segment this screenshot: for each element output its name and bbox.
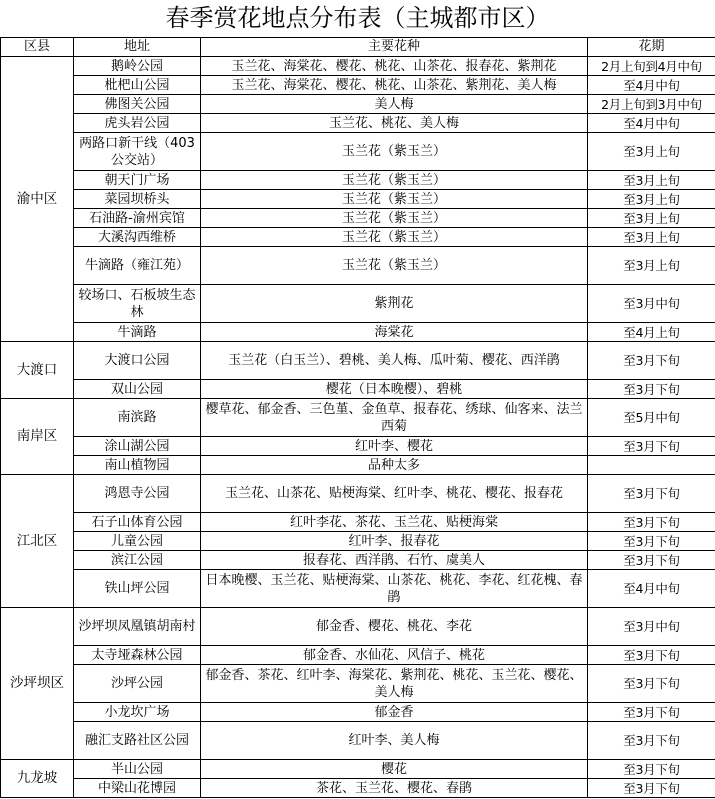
table-row	[1, 76, 715, 95]
flowers-cell: 玉兰花、桃花、美人梅	[201, 114, 588, 133]
period-cell: 至4月中旬	[588, 114, 715, 133]
period-cell: 至3月下旬	[588, 513, 715, 532]
period-cell: 至4月中旬	[588, 76, 715, 95]
period-cell: 至3月下旬	[588, 532, 715, 551]
flowers-cell: 玉兰花、海棠花、樱花、桃花、山茶花、报春花、紫荆花	[201, 57, 588, 76]
header-district: 区县	[1, 38, 74, 57]
flowers-cell: 报春花、西洋鹃、石竹、虞美人	[201, 551, 588, 570]
table-row	[1, 551, 715, 570]
flowers-cell: 茶花、玉兰花、樱花、春鹃	[201, 779, 588, 798]
address-cell: 佛图关公园	[74, 95, 201, 114]
address-cell: 牛滴路	[74, 323, 201, 342]
flowers-cell: 樱花	[201, 760, 588, 779]
period-cell: 至3月上旬	[588, 228, 715, 247]
flower-table	[0, 37, 715, 798]
address-cell: 枇杷山公园	[74, 76, 201, 95]
address-cell: 半山公园	[74, 760, 201, 779]
flowers-cell: 郁金香	[201, 703, 588, 722]
period-cell: 2月上旬到3月中旬	[588, 95, 715, 114]
table-row	[1, 456, 715, 475]
table-row	[1, 703, 715, 722]
table-row	[1, 209, 715, 228]
table-row	[1, 171, 715, 190]
table-row	[1, 570, 715, 608]
header-period: 花期	[588, 38, 715, 57]
address-cell: 大渡口公园	[74, 342, 201, 380]
period-cell: 2月上旬到4月中旬	[588, 57, 715, 76]
table-row	[1, 475, 715, 513]
table-row	[1, 247, 715, 285]
table-row	[1, 228, 715, 247]
flowers-cell: 玉兰花（紫玉兰）	[201, 228, 588, 247]
table-row	[1, 323, 715, 342]
address-cell: 两路口新干线（403公交站）	[74, 133, 201, 171]
period-cell: 至3月下旬	[588, 722, 715, 760]
table-row	[1, 114, 715, 133]
flowers-cell: 郁金香、樱花、桃花、李花	[201, 608, 588, 646]
period-cell: 至3月上旬	[588, 133, 715, 171]
table-row	[1, 665, 715, 703]
flowers-cell: 樱花（日本晚樱）、碧桃	[201, 380, 588, 399]
flowers-cell: 品种太多	[201, 456, 588, 475]
table-row	[1, 57, 715, 76]
flowers-cell: 红叶李、报春花	[201, 532, 588, 551]
district-cell: 江北区	[1, 475, 74, 608]
table-body	[1, 57, 715, 798]
address-cell: 虎头岩公园	[74, 114, 201, 133]
table-row	[1, 380, 715, 399]
flowers-cell: 日本晚樱、玉兰花、贴梗海棠、山茶花、桃花、李花、红花槐、春鹃	[201, 570, 588, 608]
flowers-cell: 玉兰花、海棠花、樱花、桃花、山茶花、紫荆花、美人梅	[201, 76, 588, 95]
flowers-cell: 玉兰花（紫玉兰）	[201, 190, 588, 209]
flowers-cell: 玉兰花（紫玉兰）	[201, 133, 588, 171]
flowers-cell: 玉兰花（紫玉兰）	[201, 171, 588, 190]
table-row	[1, 779, 715, 798]
period-cell: 至4月中旬	[588, 570, 715, 608]
district-cell: 渝中区	[1, 57, 74, 342]
flowers-cell: 郁金香、水仙花、风信子、桃花	[201, 646, 588, 665]
period-cell: 至5月中旬	[588, 399, 715, 437]
page-title: 春季赏花地点分布表（主城都市区）	[165, 4, 550, 32]
period-cell: 至3月下旬	[588, 342, 715, 380]
address-cell: 鸿恩寺公园	[74, 475, 201, 513]
address-cell: 菜园坝桥头	[74, 190, 201, 209]
address-cell: 鹅岭公园	[74, 57, 201, 76]
table-row	[1, 190, 715, 209]
flowers-cell: 紫荆花	[201, 285, 588, 323]
period-cell: 至3月中旬	[588, 608, 715, 646]
table-row	[1, 608, 715, 646]
flowers-cell: 樱草花、郁金香、三色堇、金鱼草、报春花、绣球、仙客来、法兰西菊	[201, 399, 588, 437]
flowers-cell: 美人梅	[201, 95, 588, 114]
address-cell: 南山植物园	[74, 456, 201, 475]
period-cell: 至3月下旬	[588, 437, 715, 456]
flowers-cell: 玉兰花、山茶花、贴梗海棠、红叶李、桃花、樱花、报春花	[201, 475, 588, 513]
district-cell: 沙坪坝区	[1, 608, 74, 760]
address-cell: 南滨路	[74, 399, 201, 437]
table-row	[1, 760, 715, 779]
flowers-cell: 玉兰花（白玉兰）、碧桃、美人梅、瓜叶菊、樱花、西洋鹃	[201, 342, 588, 380]
address-cell: 双山公园	[74, 380, 201, 399]
table-row	[1, 722, 715, 760]
period-cell: 至3月下旬	[588, 665, 715, 703]
period-cell: 至3月下旬	[588, 475, 715, 513]
period-cell: 至3月下旬	[588, 760, 715, 779]
address-cell: 涂山湖公园	[74, 437, 201, 456]
address-cell: 小龙坎广场	[74, 703, 201, 722]
period-cell: 至3月中旬	[588, 285, 715, 323]
table-row	[1, 133, 715, 171]
flowers-cell: 红叶李、樱花	[201, 437, 588, 456]
period-cell: 至3月下旬	[588, 380, 715, 399]
table-row	[1, 513, 715, 532]
address-cell: 沙坪公园	[74, 665, 201, 703]
header-flowers: 主要花种	[201, 38, 588, 57]
period-cell: 至3月下旬	[588, 551, 715, 570]
address-cell: 中梁山花博园	[74, 779, 201, 798]
district-cell: 大渡口	[1, 342, 74, 399]
header-address: 地址	[74, 38, 201, 57]
flowers-cell: 玉兰花（紫玉兰）	[201, 209, 588, 228]
table-row	[1, 399, 715, 437]
period-cell: 至4月上旬	[588, 323, 715, 342]
period-cell: 至3月上旬	[588, 209, 715, 228]
address-cell: 儿童公园	[74, 532, 201, 551]
header-row	[1, 38, 715, 57]
flowers-cell: 玉兰花（紫玉兰）	[201, 247, 588, 285]
table-row	[1, 646, 715, 665]
address-cell: 石子山体育公园	[74, 513, 201, 532]
flowers-cell: 海棠花	[201, 323, 588, 342]
address-cell: 牛滴路（雍江苑）	[74, 247, 201, 285]
address-cell: 较场口、石板坡生态林	[74, 285, 201, 323]
period-cell: 至3月下旬	[588, 646, 715, 665]
table-row	[1, 285, 715, 323]
address-cell: 石油路-渝州宾馆	[74, 209, 201, 228]
table-row	[1, 532, 715, 551]
flowers-cell: 红叶李花、茶花、玉兰花、贴梗海棠	[201, 513, 588, 532]
address-cell: 大溪沟西维桥	[74, 228, 201, 247]
address-cell: 铁山坪公园	[74, 570, 201, 608]
address-cell: 朝天门广场	[74, 171, 201, 190]
district-cell: 九龙坡	[1, 760, 74, 798]
table-row	[1, 342, 715, 380]
address-cell: 滨江公园	[74, 551, 201, 570]
address-cell: 融汇支路社区公园	[74, 722, 201, 760]
period-cell: 至3月上旬	[588, 190, 715, 209]
period-cell: 至3月上旬	[588, 171, 715, 190]
period-cell: 至3月上旬	[588, 247, 715, 285]
period-cell	[588, 456, 715, 475]
table-row	[1, 437, 715, 456]
table-row	[1, 95, 715, 114]
address-cell: 太寺垭森林公园	[74, 646, 201, 665]
district-cell: 南岸区	[1, 399, 74, 475]
address-cell: 沙坪坝凤凰镇胡南村	[74, 608, 201, 646]
period-cell: 至3月下旬	[588, 779, 715, 798]
flowers-cell: 郁金香、茶花、红叶李、海棠花、紫荆花、桃花、玉兰花、樱花、美人梅	[201, 665, 588, 703]
flowers-cell: 红叶李、美人梅	[201, 722, 588, 760]
period-cell: 至3月下旬	[588, 703, 715, 722]
